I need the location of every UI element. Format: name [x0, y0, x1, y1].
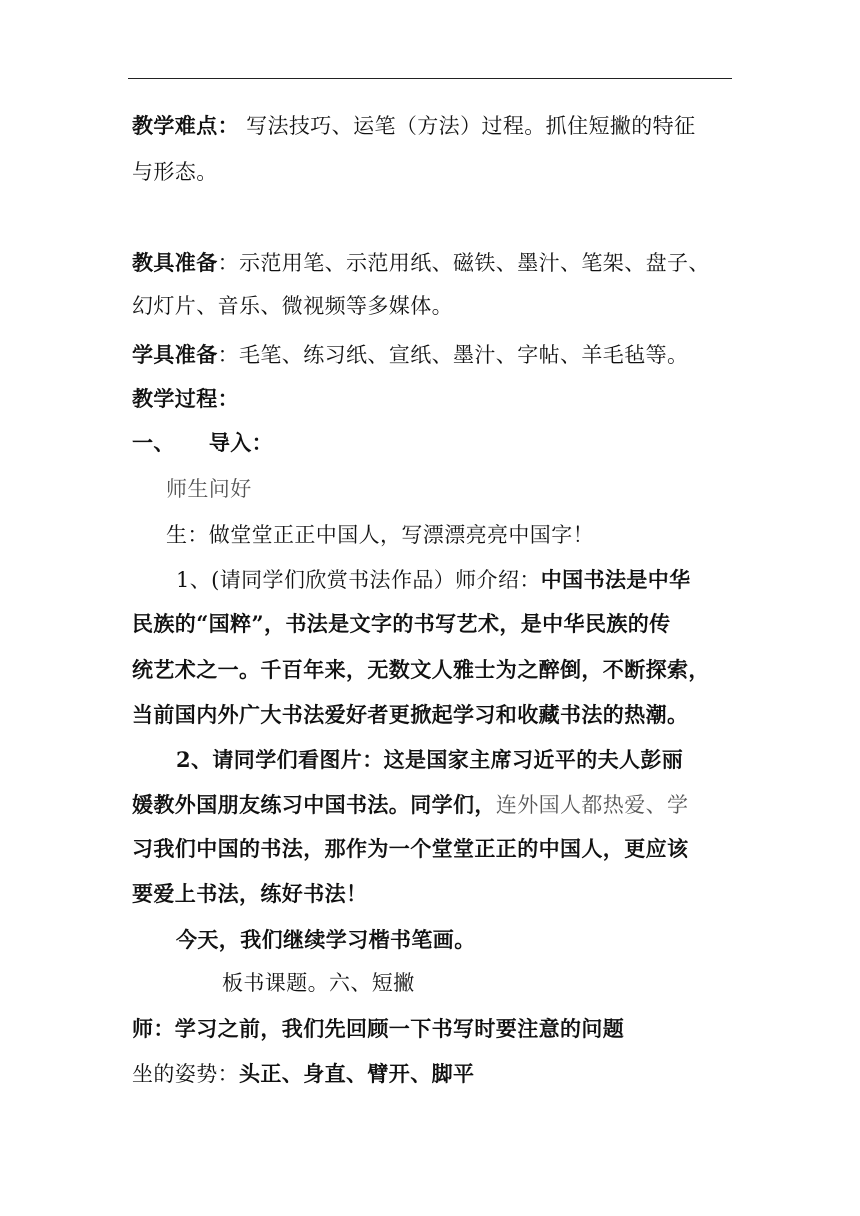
greeting-line: 师生问好 — [166, 477, 252, 501]
para1-lead: 1、(请同学们欣赏书法作品）师介绍： — [176, 568, 541, 592]
para1-line-4: 当前国内外广大书法爱好者更掀起学习和收藏书法的热潮。 — [132, 702, 689, 727]
difficulty-text: 写法技巧、运笔（方法）过程。抓住短撇的特征 — [239, 114, 696, 138]
para2-line-3: 习我们中国的书法，那作为一个堂堂正正的中国人，更应该 — [132, 836, 689, 861]
student-slogan-line: 生：做堂堂正正中国人，写漂漂亮亮中国字！ — [166, 523, 594, 547]
teaching-tools-label: 教具准备 — [132, 250, 218, 275]
student-tools-line — [132, 340, 732, 370]
teaching-tools-text: ：示范用笔、示范用纸、磁铁、墨汁、笔架、盘子、 — [217, 251, 710, 275]
difficulty-label: 教学难点： — [132, 113, 239, 138]
student-tools-text: ：毛笔、练习纸、宣纸、墨汁、字帖、羊毛毡等。 — [217, 343, 689, 367]
para1-lead-bold: 中国书法是中华 — [540, 567, 691, 592]
posture-text: 头正、身直、臂开、脚平 — [239, 1061, 475, 1086]
difficulty-line-1 — [132, 111, 732, 141]
posture-line — [132, 1059, 732, 1089]
para1-line-2: 民族的“国粹”，书法是文字的书写艺术，是中华民族的传 — [132, 611, 671, 636]
board-title-line: 板书课题。六、短撇 — [222, 971, 415, 995]
para1-line-1 — [176, 565, 776, 595]
student-tools-label: 学具准备 — [132, 342, 218, 367]
posture-label: 坐的姿势： — [132, 1062, 239, 1086]
para2-line-2 — [132, 790, 732, 820]
para2-line-2-bold: 媛教外国朋友练习中国书法。同学们， — [132, 792, 496, 817]
para2-line-2-grey: 连外国人都热爱、学 — [495, 793, 689, 817]
process-heading: 教学过程： — [132, 386, 239, 411]
teaching-tools-line-1 — [132, 248, 732, 278]
para2-line-4: 要爱上书法，练好书法！ — [132, 881, 368, 906]
header-rule — [128, 78, 732, 79]
para1-line-3: 统艺术之一。千百年来，无数文人雅士为之醉倒，不断探索， — [132, 657, 710, 682]
teacher-review-line: 师：学习之前，我们先回顾一下书写时要注意的问题 — [132, 1016, 625, 1041]
difficulty-line-2: 与形态。 — [132, 160, 218, 184]
today-line: 今天，我们继续学习楷书笔画。 — [176, 927, 476, 952]
section-1-title: 导入： — [208, 430, 274, 455]
section-1-number: 一、 — [132, 430, 175, 455]
section-1-heading — [132, 428, 732, 458]
para2-line-1: 2、请同学们看图片：这是国家主席习近平的夫人彭丽 — [176, 747, 684, 772]
teaching-tools-line-2: 幻灯片、音乐、微视频等多媒体。 — [132, 294, 453, 318]
